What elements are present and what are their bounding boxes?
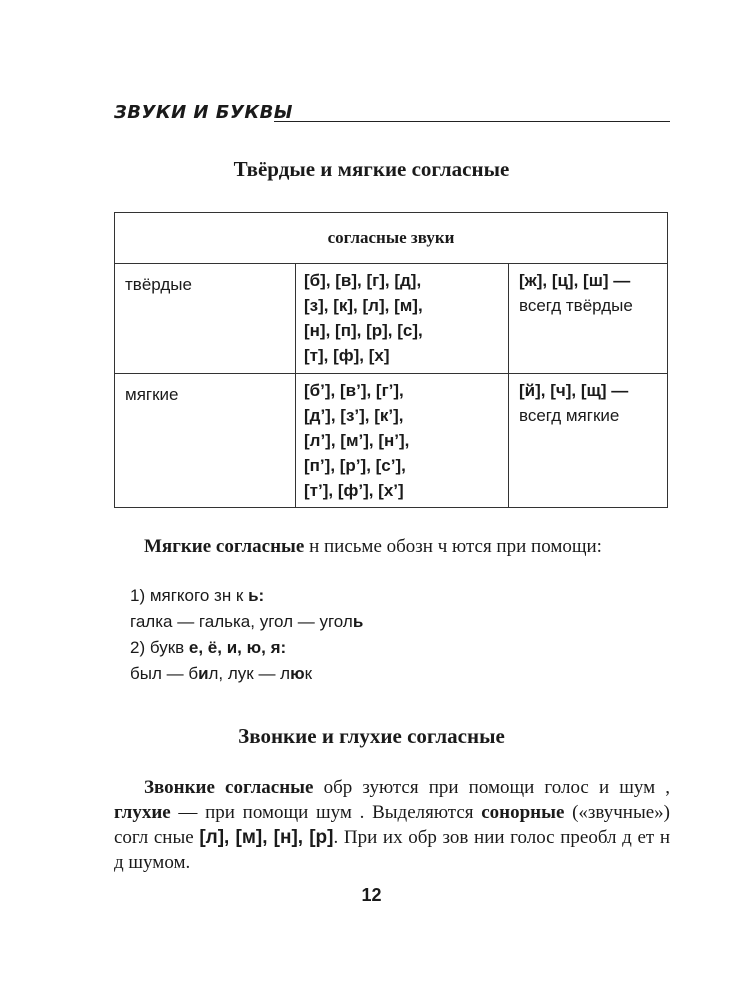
voiced-consonants-paragraph bbox=[114, 775, 670, 875]
sonorant-explanation: . При их обр зов нии голос преобл д ет н д шумом. bbox=[114, 827, 671, 873]
table-header: согласные звуки bbox=[115, 213, 668, 264]
item2-colon: : bbox=[280, 638, 287, 657]
item1-colon: : bbox=[258, 586, 265, 605]
item1-text: 1) мягкого зн к bbox=[130, 586, 249, 605]
hard-sounds-line: [з], [к], [л], [м], bbox=[304, 296, 423, 315]
hard-sounds-line: [н], [п], [р], [с], bbox=[304, 321, 423, 340]
example2-part: был — б bbox=[130, 664, 199, 683]
row-label-hard: твёрдые bbox=[115, 264, 296, 374]
example2-part: к bbox=[304, 664, 313, 683]
sonorant-sounds: [л], [м], [н], [р] bbox=[199, 827, 334, 848]
example-line-2 bbox=[130, 664, 312, 684]
table-row-soft bbox=[115, 374, 668, 508]
soft-sounds-line: [т’], [ф’], [х’] bbox=[304, 481, 404, 500]
rule-item-2 bbox=[130, 638, 286, 658]
term-sonorant: сонорные bbox=[481, 802, 565, 823]
example-line-1 bbox=[130, 612, 363, 632]
always-hard-sounds: [ж], [ц], [ш] — bbox=[519, 271, 631, 290]
soft-sounds-line: [б’], [в’], [г’], bbox=[304, 381, 404, 400]
running-head bbox=[114, 100, 670, 130]
hard-sounds-list bbox=[296, 264, 509, 374]
table-header-row bbox=[115, 213, 668, 264]
example2-highlight: ю bbox=[290, 664, 305, 683]
example1-highlight: ь bbox=[352, 612, 364, 631]
always-hard-text: всегд твёрдые bbox=[519, 296, 633, 315]
example1-part: ка, угол — угол bbox=[232, 612, 353, 631]
soft-sounds-list bbox=[296, 374, 509, 508]
soft-vowel-letters: е, ё, и, ю, я bbox=[188, 638, 281, 657]
example2-highlight: и bbox=[198, 664, 209, 683]
hard-sounds-line: [т], [ф], [х] bbox=[304, 346, 390, 365]
soft-sounds-line: [л’], [м’], [н’], bbox=[304, 431, 410, 450]
running-head-rule bbox=[274, 121, 670, 122]
page-number: 12 bbox=[361, 885, 382, 905]
running-head-title: ЗВУКИ И БУКВЫ bbox=[114, 102, 293, 123]
rule-item-1 bbox=[130, 586, 264, 606]
always-soft-text: всегд мягкие bbox=[519, 406, 620, 425]
table-row-hard bbox=[115, 264, 668, 374]
soft-sounds-line: [п’], [р’], [с’], bbox=[304, 456, 406, 475]
term-voiced: Звонкие согласные bbox=[144, 777, 314, 798]
soft-sign: ь bbox=[248, 586, 259, 605]
row-label-soft: мягкие bbox=[115, 374, 296, 508]
always-soft-sounds: [й], [ч], [щ] — bbox=[519, 381, 629, 400]
voiceless-text: — при помощи шум . Выделяются bbox=[170, 802, 482, 823]
soft-sounds-line: [д’], [з’], [к’], bbox=[304, 406, 404, 425]
soft-note bbox=[509, 374, 668, 508]
item2-text: 2) букв bbox=[130, 638, 189, 657]
hard-note bbox=[509, 264, 668, 374]
consonants-table bbox=[114, 212, 668, 508]
voiced-text: обр зуются при помощи голос и шум , bbox=[313, 777, 670, 798]
example1-part: галка — галь bbox=[130, 612, 233, 631]
section-heading-voiced-voiceless: Звонкие и глухие согласные bbox=[238, 724, 505, 748]
example2-part: л, лук — л bbox=[208, 664, 291, 683]
term-voiceless: глухие bbox=[114, 802, 171, 823]
term-soft-consonants: Мягкие согласные bbox=[144, 536, 305, 557]
soft-consonants-paragraph bbox=[114, 534, 670, 559]
sonorant-text: («звучные») согл сные bbox=[114, 802, 671, 848]
section-heading-hard-soft: Твёрдые и мягкие согласные bbox=[233, 157, 510, 181]
soft-consonants-text: н письме обозн ч ются при помощи: bbox=[304, 536, 602, 557]
hard-sounds-line: [б], [в], [г], [д], bbox=[304, 271, 422, 290]
